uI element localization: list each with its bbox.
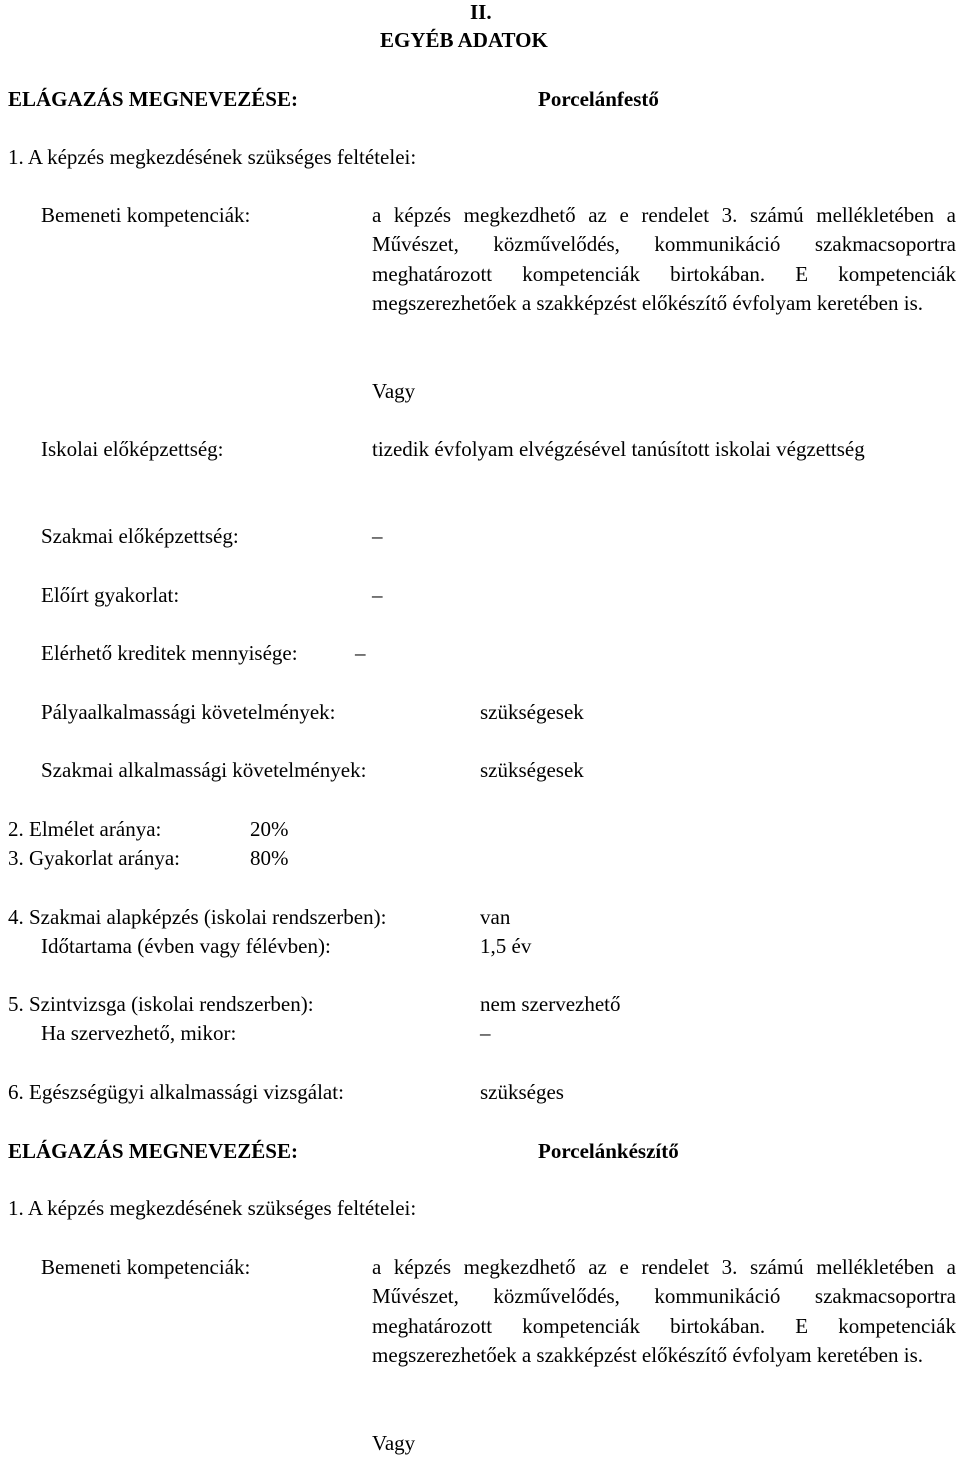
eloirt-gyakorlat-value: – bbox=[372, 583, 383, 607]
palyaalkalmassagi-value: szükségesek bbox=[480, 700, 584, 724]
branch-label: ELÁGAZÁS MEGNEVEZÉSE: bbox=[8, 1139, 298, 1163]
iskolai-label: Iskolai előképzettség: bbox=[41, 437, 224, 461]
palyaalkalmassagi-label: Pályaalkalmassági követelmények: bbox=[41, 700, 336, 724]
egeszsegugyi-value: szükséges bbox=[480, 1080, 564, 1104]
gyakorlat-value: 80% bbox=[250, 846, 289, 870]
alapkepzes-value: van bbox=[480, 905, 511, 929]
bemeneti-text: a képzés megkezdhető az e rendelet 3. számú mellékletében a Művészet, közművelődés, kommunikáció szakmacsoportra meghatározott kompetenciák birtokában. E kompetenciák megszerezhetőek a szakképzést előkészítő évfolyam keretében is. bbox=[372, 203, 956, 315]
branch-label: ELÁGAZÁS MEGNEVEZÉSE: bbox=[8, 87, 298, 111]
section-roman-numeral: II. bbox=[470, 0, 492, 24]
branch-name: Porcelánfestő bbox=[538, 87, 659, 111]
kreditek-label: Elérhető kreditek mennyisége: bbox=[41, 641, 298, 665]
branch-name: Porcelánkészítő bbox=[538, 1139, 679, 1163]
kreditek-value: – bbox=[355, 641, 366, 665]
szakmai-alkalmassagi-label: Szakmai alkalmassági követelmények: bbox=[41, 758, 367, 782]
bemeneti-text: a képzés megkezdhető az e rendelet 3. számú mellékletében a Művészet, közművelődés, kommunikáció szakmacsoportra meghatározott kompetenciák birtokában. E kompetenciák megszerezhetőek a szakképzést előkészítő évfolyam keretében is. bbox=[372, 1255, 956, 1367]
vagy-text: Vagy bbox=[372, 379, 416, 403]
egeszsegugyi-label: 6. Egészségügyi alkalmassági vizsgálat: bbox=[8, 1080, 344, 1104]
szakmai-eloképzettseg-value: – bbox=[372, 524, 383, 548]
bemeneti-label: Bemeneti kompetenciák: bbox=[41, 203, 251, 227]
section-title: EGYÉB ADATOK bbox=[380, 28, 548, 52]
eloirt-gyakorlat-label: Előírt gyakorlat: bbox=[41, 583, 180, 607]
section-1-heading: 1. A képzés megkezdésének szükséges feltételei: bbox=[8, 1196, 417, 1220]
szintvizsga-value: nem szervezhető bbox=[480, 992, 621, 1016]
iskolai-text: tizedik évfolyam elvégzésével tanúsított iskolai végzettség bbox=[372, 437, 865, 461]
alapkepzes-label: 4. Szakmai alapképzés (iskolai rendszerben): bbox=[8, 905, 387, 929]
szakmai-alkalmassagi-value: szükségesek bbox=[480, 758, 584, 782]
section-1-heading: 1. A képzés megkezdésének szükséges feltételei: bbox=[8, 145, 417, 169]
szintvizsga-label: 5. Szintvizsga (iskolai rendszerben): bbox=[8, 992, 314, 1016]
szakmai-eloképzettseg-label: Szakmai előképzettség: bbox=[41, 524, 239, 548]
bemeneti-label: Bemeneti kompetenciák: bbox=[41, 1255, 251, 1279]
ha-szervezheto-value: – bbox=[480, 1021, 491, 1045]
elmelet-label: 2. Elmélet aránya: bbox=[8, 817, 162, 841]
elmelet-value: 20% bbox=[250, 817, 289, 841]
gyakorlat-label: 3. Gyakorlat aránya: bbox=[8, 846, 181, 870]
idotartam-label: Időtartama (évben vagy félévben): bbox=[41, 934, 331, 958]
idotartam-value: 1,5 év bbox=[480, 934, 532, 958]
vagy-text: Vagy bbox=[372, 1431, 416, 1455]
ha-szervezheto-label: Ha szervezhető, mikor: bbox=[41, 1021, 237, 1045]
